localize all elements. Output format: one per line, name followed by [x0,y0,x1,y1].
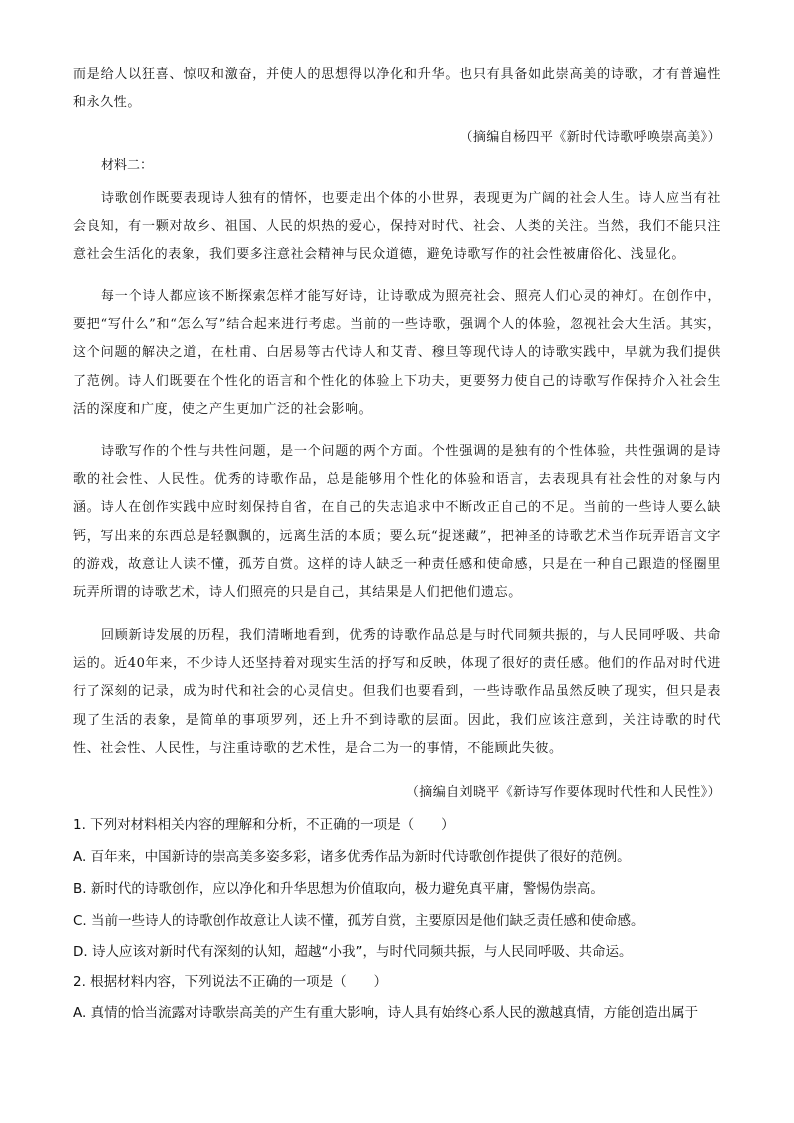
question-1-option-d[interactable]: D. 诗人应该对新时代有深刻的认知，超越“小我”，与时代同频共振，与人民同呼吸、共命运。 [73,944,633,960]
source-citation-1: （摘编自杨四平《新时代诗歌呼唤崇高美》） [459,130,721,145]
question-2-stem: 2. 根据材料内容，下列说法不正确的一项是（ ） [73,974,388,990]
material-2-label: 材料二： [101,158,154,173]
question-1-stem: 1. 下列对材料相关内容的理解和分析，不正确的一项是（ ） [73,817,455,833]
paragraph-3: 诗歌写作的个性与共性问题，是一个问题的两个方面。个性强调的是独有的个性体验，共性强调的是诗歌的社会性、人民性。优秀的诗歌作品，总是能够用个性化的体验和语言，去表现具有社会性的对象与内涵。诗人在创作实践中应时刻保持自省，在自己的失志追求中不断改正自己的不足。当前的一些诗人要么缺钙，写出来的东西总是轻飘飘的，远离生活的本质；要么玩“捉迷藏”，把神圣的诗歌艺术当作玩弄语言文字的游戏，故意让人读不懂，孤芳自赏。这样的诗人缺乏一种责任感和使命感，只是在一种自己跟造的怪圈里玩弄所谓的诗歌艺术，诗人们照亮的只是自己，其结果是人们把他们遗忘。 [73,444,721,601]
paragraph-4: 回顾新诗发展的历程，我们清晰地看到，优秀的诗歌作品总是与时代同频共振的，与人民同呼吸、共命运的。近40年来，不少诗人还坚持着对现实生活的抒写和反映，体现了很好的责任感。他们的作品对时代进行了深刻的记录，成为时代和社会的心灵信史。但我们也要看到，一些诗歌作品虽然反映了现实，但只是表现了生活的表象，是简单的事项罗列，还上升不到诗歌的层面。因此，我们应该注意到，关注诗歌的时代性、社会性、人民性，与注重诗歌的艺术性，是合二为一的事情，不能顾此失彼。 [73,628,721,756]
paragraph-1: 诗歌创作既要表现诗人独有的情怀，也要走出个体的小世界，表现更为广阔的社会人生。诗人应当有社会良知，有一颗对故乡、祖国、人民的炽热的爱心，保持对时代、社会、人类的关注。当然，我们不能只注意社会生活化的表象，我们要多注意社会精神与民众道德，避免诗歌写作的社会性被庸俗化、浅显化。 [73,191,721,263]
paragraph-continuation: 而是给人以狂喜、惊叹和激奋，并使人的思想得以净化和升华。也只有具备如此崇高美的诗歌，才有普遍性和永久性。 [73,67,721,111]
question-1-option-a[interactable]: A. 百年来，中国新诗的崇高美多姿多彩，诸多优秀作品为新时代诗歌创作提供了很好的范例。 [73,849,631,865]
question-1-option-b[interactable]: B. 新时代的诗歌创作，应以净化和升华思想为价值取向，极力避免真平庸，警惕伪崇高。 [73,881,604,897]
paragraph-2: 每一个诗人都应该不断探索怎样才能写好诗，让诗歌成为照亮社会、照亮人们心灵的神灯。在创作中，要把“写什么”和“怎么写”结合起来进行考虑。当前的一些诗歌，强调个人的体验，忽视社会大生活。其实，这个问题的解决之道，在杜甫、白居易等古代诗人和艾青、穆旦等现代诗人的诗歌实践中，早就为我们提供了范例。诗人们既要在个性化的语言和个性化的体验上下功夫，更要努力使自己的诗歌写作保持介入社会生活的深度和广度，使之产生更加广泛的社会影响。 [73,289,721,417]
question-1-option-c[interactable]: C. 当前一些诗人的诗歌创作故意让人读不懂，孤芳自赏，主要原因是他们缺乏责任感和使命感。 [73,913,645,929]
question-2-option-a[interactable]: A. 真情的恰当流露对诗歌崇高美的产生有重大影响，诗人具有始终心系人民的激越真情，方能创造出属于 [73,1005,699,1021]
source-citation-2: （摘编自刘晓平《新诗写作要体现时代性和人民性》） [405,785,721,800]
